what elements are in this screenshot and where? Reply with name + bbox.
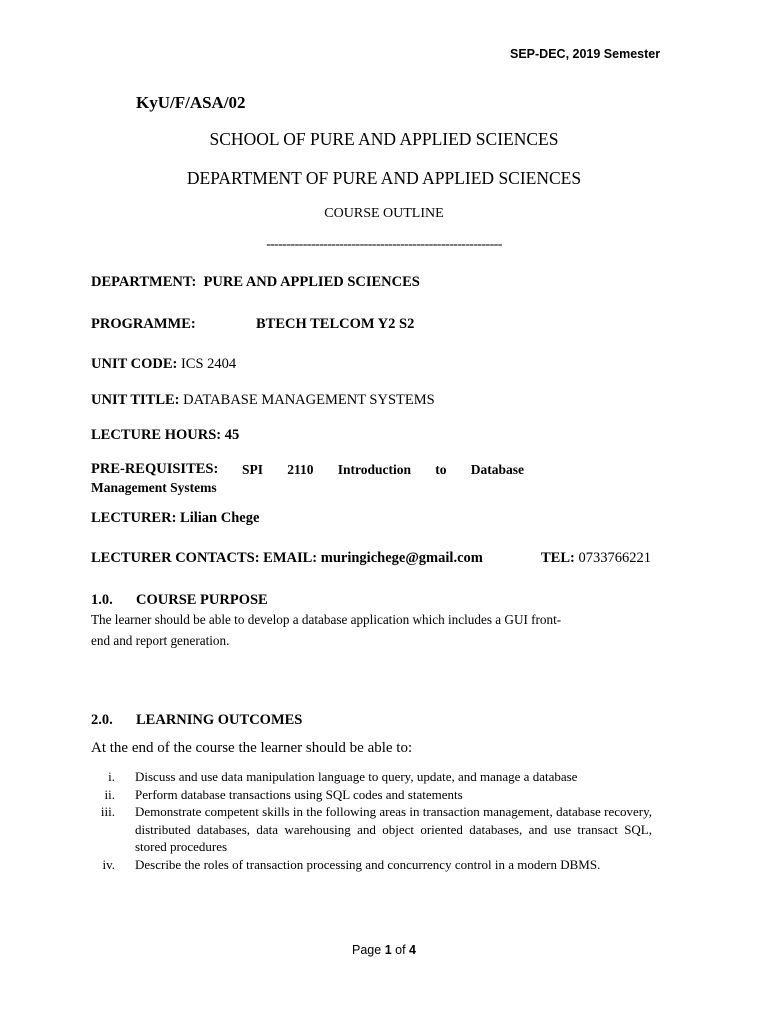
list-item: [91, 803, 652, 856]
unit-title-field: [91, 392, 435, 409]
list-item-number: ii.: [104, 786, 115, 802]
list-item: [91, 786, 652, 804]
page-word: Page: [352, 943, 382, 957]
purpose-text-line1: The learner should be able to develop a database application which includes a GUI front-: [91, 612, 562, 627]
prerequisites-value-line1: SPI 2110 Introduction to Database: [242, 462, 524, 477]
list-item-text: Describe the roles of transaction processing and concurrency control in a modern DBMS.: [135, 856, 601, 872]
list-item-text: Perform database transactions using SQL codes and statements: [135, 786, 463, 802]
lecturer-field: [91, 510, 259, 527]
unit-title-value: DATABASE MANAGEMENT SYSTEMS: [183, 392, 435, 408]
department-heading: DEPARTMENT OF PURE AND APPLIED SCIENCES: [186, 168, 582, 188]
telephone-value: 0733766221: [578, 550, 651, 566]
lecture-hours-value: 45: [224, 427, 240, 443]
department-value: PURE AND APPLIED SCIENCES: [203, 274, 420, 290]
lecturer-label: LECTURER:: [91, 510, 177, 526]
prerequisites-label: PRE-REQUISITES:: [91, 461, 219, 477]
purpose-text-line2: end and report generation.: [91, 633, 230, 648]
telephone-label: TEL:: [541, 550, 575, 566]
lecturer-value: Lilian Chege: [180, 510, 260, 526]
current-page-number: 1: [384, 943, 392, 957]
telephone-field: [541, 550, 651, 567]
list-item-number: i.: [108, 769, 115, 784]
list-item-number: iv.: [102, 856, 115, 872]
prerequisites-value-line2: Management Systems: [91, 480, 217, 495]
total-page-count: 4: [409, 943, 416, 957]
learning-outcomes-list: [91, 768, 652, 873]
department-label: DEPARTMENT:: [91, 274, 197, 290]
school-heading: SCHOOL OF PURE AND APPLIED SCIENCES: [209, 129, 559, 149]
section-title-outcomes: LEARNING OUTCOMES: [136, 712, 303, 728]
list-item-text: Discuss and use data manipulation language to query, update, and manage a database: [135, 769, 578, 784]
of-word: of: [395, 943, 406, 957]
page-footer: [0, 943, 768, 957]
contacts-label: LECTURER CONTACTS: EMAIL:: [91, 550, 318, 566]
document-title: COURSE OUTLINE: [324, 206, 444, 221]
unit-code-label: UNIT CODE:: [91, 356, 178, 372]
list-item: [91, 768, 652, 786]
unit-code-field: [91, 356, 236, 373]
section-number-outcomes: 2.0.: [91, 712, 113, 728]
section-title-purpose: COURSE PURPOSE: [136, 592, 268, 608]
list-item-text: Demonstrate competent skills in the following areas in transaction management, database recovery, distributed databases, data warehousing and object oriented databases, and use transact SQL, stored procedures: [135, 804, 652, 854]
section-number-purpose: 1.0.: [91, 592, 113, 608]
lecture-hours-field: [91, 427, 239, 444]
lecturer-contacts-field: [91, 550, 483, 567]
document-code: KyU/F/ASA/02: [136, 93, 246, 112]
unit-code-value: ICS 2404: [180, 356, 237, 372]
contact-email: muringichege@gmail.com: [320, 550, 483, 566]
lecture-hours-label: LECTURE HOURS:: [91, 427, 222, 443]
outcomes-intro: At the end of the course the learner should be able to:: [91, 740, 413, 756]
programme-label: PROGRAMME:: [91, 316, 196, 332]
list-item: [91, 856, 652, 874]
unit-title-label: UNIT TITLE:: [91, 392, 180, 408]
list-item-number: iii.: [100, 804, 115, 819]
department-field: [91, 274, 420, 291]
semester-header: SEP-DEC, 2019 Semester: [510, 47, 661, 61]
separator-line: ----------------------------------------------------------: [266, 237, 502, 252]
programme-value: BTECH TELCOM Y2 S2: [256, 316, 415, 332]
